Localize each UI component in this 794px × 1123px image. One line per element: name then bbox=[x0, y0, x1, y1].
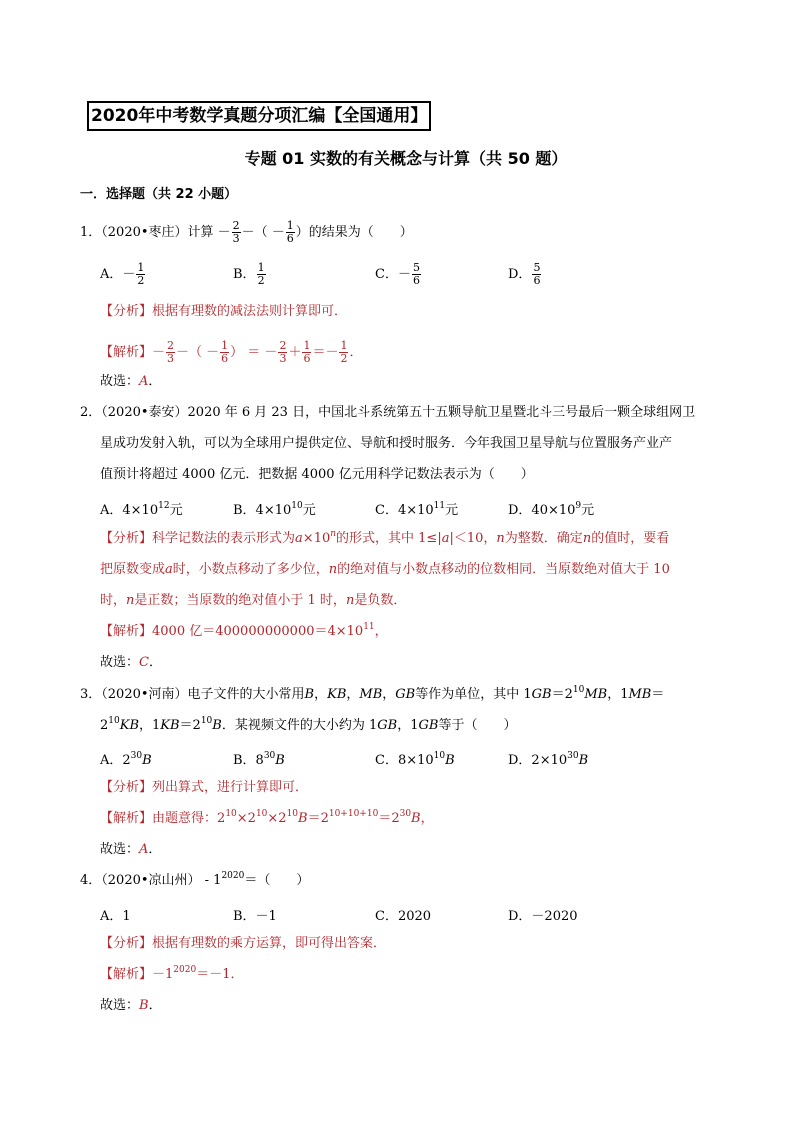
question-4-answer: 故选：B． bbox=[100, 998, 162, 1013]
question-3-option-a: A．$2^{30}B$ bbox=[100, 751, 152, 768]
fraction: $\frac{5}{6}$ bbox=[533, 261, 541, 287]
fraction: $\frac{2}{3}$ bbox=[279, 339, 287, 365]
question-3-stem-line-1: 3．（2020•河南）电子文件的大小常用B，KB，MB，GB等作为单位，其中 $1GB=2^{10}MB$，1MB＝ bbox=[80, 685, 665, 702]
fraction: $\frac{2}{3}$ bbox=[232, 219, 240, 245]
question-2-stem-line-1: 2．（2020•泰安）2020 年 6 月 23 日，中国北斗系统第五十五颗导航卫星暨北斗三号最后一颗全球组网卫 bbox=[80, 405, 696, 420]
question-1-option-c: C．－ $\frac{5}{6}$ bbox=[375, 261, 420, 287]
question-2-analysis-line-1: 【分析】科学记数法的表示形式为$a\times 10^n$的形式，其中 1≤|a|＜10，n为整数．确定n的值时，要看 bbox=[100, 529, 670, 546]
question-2-analysis-line-3: 时，n是正数；当原数的绝对值小于 1 时，n是负数． bbox=[100, 593, 407, 608]
question-2-solution: 【解析】4000 亿$=400000000000=4\times 10^{11}$， bbox=[100, 622, 388, 639]
fraction: $\frac{1}{2}$ bbox=[257, 261, 265, 287]
question-2-option-d: D．$40\times 10^9$元 bbox=[508, 501, 595, 518]
question-2-analysis-line-2: 把原数变成a时，小数点移动了多少位，n的绝对值与小数点移动的位数相同．当原数绝对值大于 10 bbox=[100, 562, 670, 577]
question-1-option-b: B． $\frac{1}{2}$ bbox=[233, 261, 265, 287]
section-heading: 一．选择题（共 22 小题） bbox=[80, 187, 238, 202]
question-1-analysis: 【分析】根据有理数的减法法则计算即可． bbox=[100, 304, 348, 319]
fraction: $\frac{1}{6}$ bbox=[303, 339, 311, 365]
question-2-option-c: C．$4\times 10^{11}$元 bbox=[375, 501, 459, 518]
series-title-box bbox=[87, 101, 431, 131]
question-4-option-d: D．－2020 bbox=[508, 909, 578, 924]
question-2-stem-line-2: 星成功发射入轨，可以为全球用户提供定位、导航和授时服务．今年我国卫星导航与位置服务产业产 bbox=[100, 436, 673, 451]
fraction: $\frac{1}{2}$ bbox=[137, 261, 145, 287]
question-3-stem-line-2: $2^{10}KB$，$1KB=2^{10}B$．某视频文件的大小约为 1GB，1GB等于（ ） bbox=[100, 716, 517, 733]
question-2-stem-line-3: 值预计将超过 4000 亿元．把数据 4000 亿元用科学记数法表示为（ ） bbox=[100, 467, 534, 482]
question-2-option-a: A．$4\times 10^{12}$元 bbox=[100, 501, 183, 518]
question-3-option-c: C．$8\times 10^{10}B$ bbox=[375, 751, 455, 768]
fraction: $\frac{5}{6}$ bbox=[412, 261, 420, 287]
question-4-option-b: B．－1 bbox=[233, 909, 277, 924]
question-3-answer: 故选：A． bbox=[100, 842, 162, 857]
question-2-option-b: B．$4\times 10^{10}$元 bbox=[233, 501, 316, 518]
question-1-option-a: A．－ $\frac{1}{2}$ bbox=[100, 261, 145, 287]
question-2-answer: 故选：C． bbox=[100, 655, 162, 670]
fraction: $\frac{1}{6}$ bbox=[286, 219, 294, 245]
fraction: $\frac{1}{6}$ bbox=[221, 339, 229, 365]
question-4-analysis: 【分析】根据有理数的乘方运算，即可得出答案． bbox=[100, 936, 387, 951]
fraction: $\frac{2}{3}$ bbox=[167, 339, 175, 365]
question-4-solution: 【解析】$-1^{2020}=-1$． bbox=[100, 965, 244, 982]
question-1-option-d: D． $\frac{5}{6}$ bbox=[508, 261, 541, 287]
question-3-option-b: B．$8^{30}B$ bbox=[233, 751, 285, 768]
question-3-analysis: 【分析】列出算式，进行计算即可． bbox=[100, 780, 309, 795]
series-title: 2020年中考数学真题分项汇编【全国通用】 bbox=[91, 106, 428, 126]
question-4-option-a: A．1 bbox=[100, 909, 131, 924]
question-1-solution: 【解析】－ $\frac{2}{3}$ －（ － $\frac{1}{6}$ ） ＝ － $\frac{2}{3}$ ＋ $\frac{1}{6}$ ＝－ $\frac{1}{2}$ ． bbox=[100, 339, 363, 365]
question-4-stem: 4．（2020•凉山州） - $1^{2020}=$（ ） bbox=[80, 871, 310, 888]
question-3-solution: 【解析】由题意得：$2^{10}\times 2^{10}\times 2^{10}B=2^{10+10+10}=2^{30}B$， bbox=[100, 809, 434, 826]
question-3-option-d: D．$2\times 10^{30}B$ bbox=[508, 751, 589, 768]
fraction: $\frac{1}{2}$ bbox=[340, 339, 348, 365]
question-1-answer: 故选：A． bbox=[100, 374, 162, 389]
question-4-option-c: C．2020 bbox=[375, 909, 432, 924]
page-title: 专题 01 实数的有关概念与计算（共 50 题） bbox=[244, 149, 568, 168]
question-1-stem: 1．（2020•枣庄）计算 － $\frac{2}{3}$ －（ － $\frac{1}{6}$ ）的结果为（ ） bbox=[80, 219, 413, 245]
